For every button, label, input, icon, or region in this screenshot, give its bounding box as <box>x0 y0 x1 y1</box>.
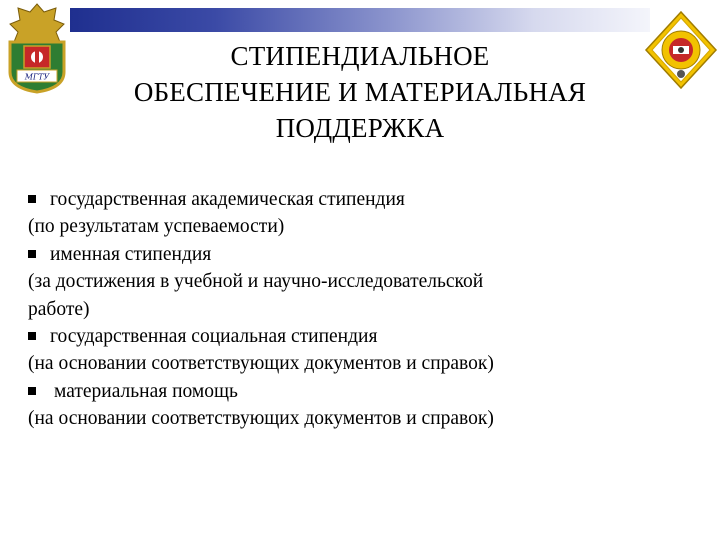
list-item-note: (за достижения в учебной и научно-исследовательской <box>28 271 484 293</box>
list-item-note: работе) <box>28 298 90 320</box>
list-item-label: именная стипендия <box>50 243 212 265</box>
list-item-label: государственная социальная стипендия <box>50 326 378 348</box>
list-item <box>28 241 708 268</box>
svg-text:МГТУ: МГТУ <box>24 72 50 82</box>
list-item-note: (на основании соответствующих документов и справок) <box>28 353 494 375</box>
header-gradient-bar <box>70 8 650 32</box>
title-line-2: ОБЕСПЕЧЕНИЕ И МАТЕРИАЛЬНАЯ <box>133 77 587 107</box>
square-bullet-icon <box>28 195 36 203</box>
title-line-3: ПОДДЕРЖКА <box>275 113 445 143</box>
scholarship-list <box>28 186 708 433</box>
list-item-label: материальная помощь <box>54 380 238 402</box>
page-title <box>55 38 665 146</box>
list-item <box>28 186 708 213</box>
list-item-note: (по результатам успеваемости) <box>28 216 285 238</box>
list-item <box>28 323 708 350</box>
title-line-1: СТИПЕНДИАЛЬНОЕ <box>230 41 490 71</box>
square-bullet-icon <box>28 250 36 258</box>
list-item <box>28 378 708 405</box>
square-bullet-icon <box>28 332 36 340</box>
square-bullet-icon <box>28 387 36 395</box>
list-item-label: государственная академическая стипендия <box>50 189 405 210</box>
list-item-note: (на основании соответствующих документов и справок) <box>28 408 494 430</box>
